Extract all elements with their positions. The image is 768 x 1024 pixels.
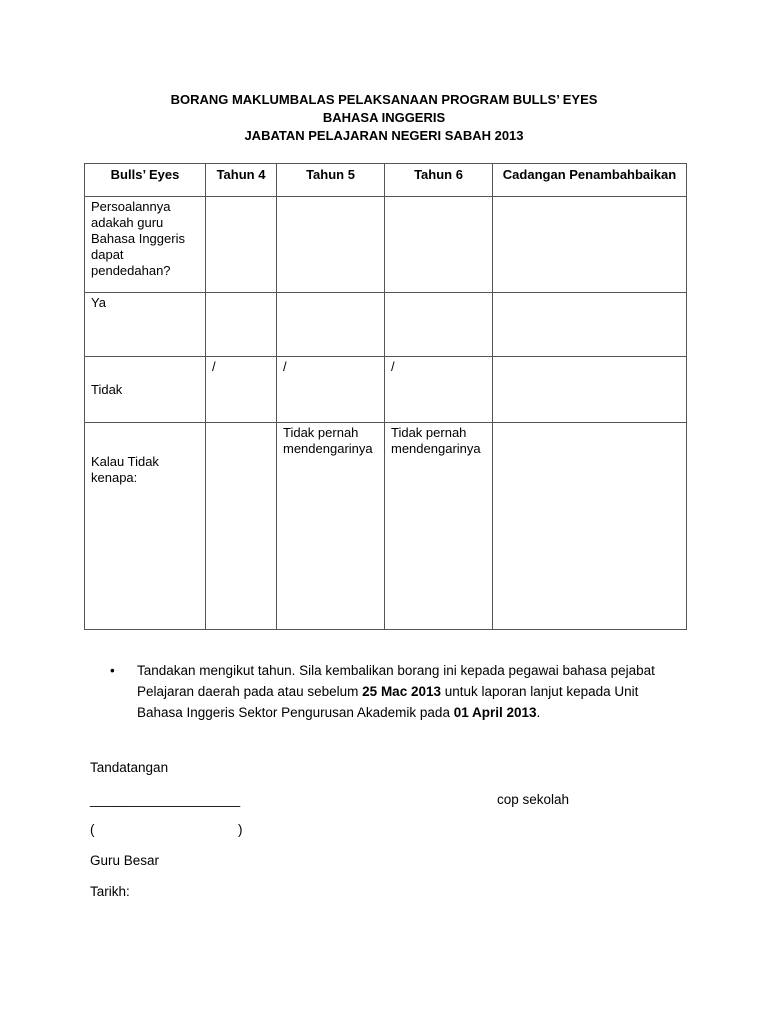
tahun-4-cell [206, 423, 277, 630]
table-row [85, 357, 687, 423]
reason-label: Kalau Tidak kenapa: [91, 454, 159, 485]
table-row [85, 423, 687, 630]
tahun-5-cell [277, 197, 385, 293]
header-tahun-5: Tahun 5 [277, 164, 385, 197]
tahun-6-cell [385, 197, 493, 293]
headmaster-label: Guru Besar [90, 853, 160, 868]
cadangan-cell [493, 423, 687, 630]
form-title: BORANG MAKLUMBALAS PELAKSANAAN PROGRAM BULLS’ EYES [170, 92, 598, 107]
tahun-5-mark: / [277, 357, 385, 423]
date-label: Tarikh: [90, 884, 130, 899]
option-ya-cell: Ya [85, 293, 206, 357]
school-stamp-label: cop sekolah [497, 792, 570, 807]
tahun-4-cell [206, 197, 277, 293]
header-cadangan: Cadangan Penambahbaikan [493, 164, 687, 197]
cadangan-cell [493, 197, 687, 293]
question-cell: Persoalannya adakah guru Bahasa Inggeris dapat pendedahan? [85, 197, 206, 293]
bullet-icon: • [110, 663, 115, 678]
instruction-text: Tandakan mengikut tahun. Sila kembalikan borang ini kepada pegawai bahasa pejabat Pelajaran daerah pada atau sebelum 25 Mac 2013 untuk laporan lanjut kepada Unit Bahasa Inggeris Sektor Pengurusan Akademik pada 01 April 2013. [137, 663, 655, 720]
report-date: 01 April 2013 [453, 705, 537, 720]
table-row [85, 197, 687, 293]
header-bulls-eyes: Bulls’ Eyes [85, 164, 206, 197]
reason-cell [85, 423, 206, 630]
instruction-note [110, 660, 676, 723]
form-subtitle: BAHASA INGGERIS [322, 110, 446, 125]
name-paren-close: ) [238, 822, 243, 837]
table-row [85, 293, 687, 357]
tahun-6-reason: Tidak pernah mendengarinya [385, 423, 493, 630]
tahun-5-cell [277, 293, 385, 357]
cadangan-cell [493, 357, 687, 423]
signature-label: Tandatangan [90, 760, 169, 775]
tahun-6-cell [385, 293, 493, 357]
option-tidak-cell: Tidak [85, 357, 206, 423]
feedback-table [84, 163, 687, 630]
signature-line: ____________________ [90, 792, 241, 807]
tahun-4-cell [206, 293, 277, 357]
name-paren-open: ( [90, 822, 95, 837]
table-header-row [85, 164, 687, 197]
tahun-5-reason: Tidak pernah mendengarinya [277, 423, 385, 630]
cadangan-cell [493, 293, 687, 357]
form-department: JABATAN PELAJARAN NEGERI SABAH 2013 [244, 128, 524, 143]
deadline-date: 25 Mac 2013 [362, 684, 441, 699]
tahun-6-mark: / [385, 357, 493, 423]
header-tahun-6: Tahun 6 [385, 164, 493, 197]
header-tahun-4: Tahun 4 [206, 164, 277, 197]
tahun-4-mark: / [206, 357, 277, 423]
